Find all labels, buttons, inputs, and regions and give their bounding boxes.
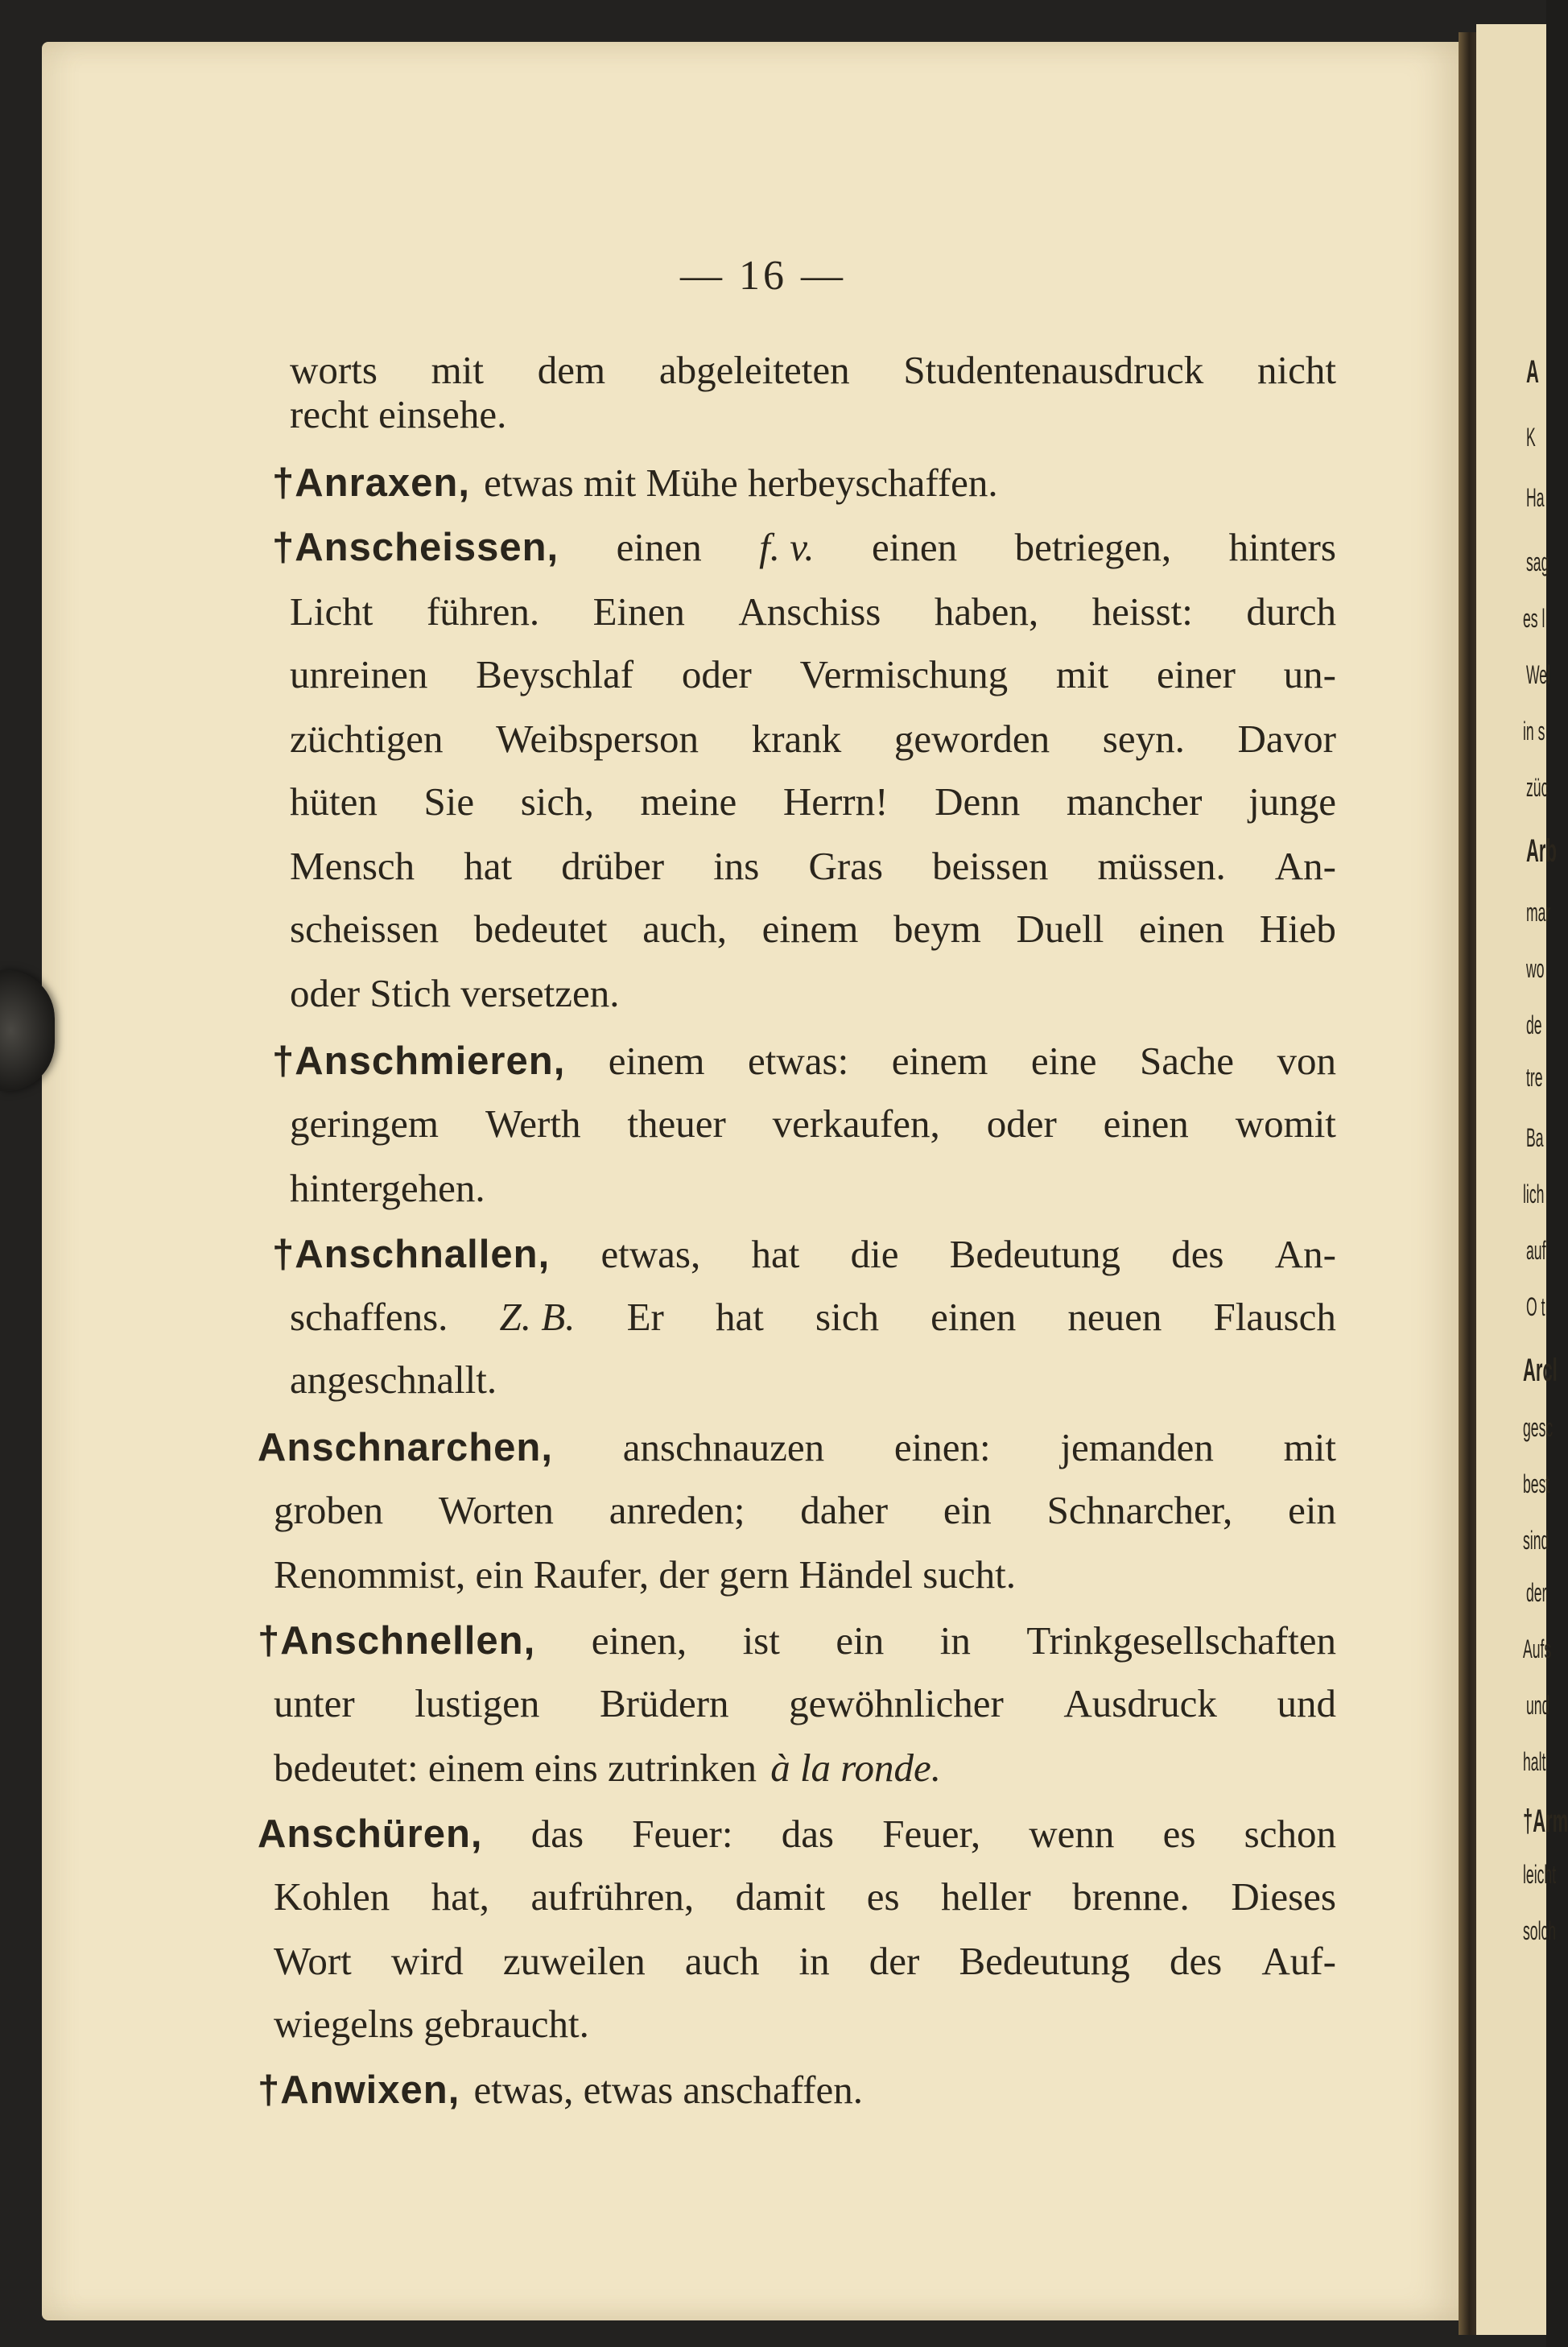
word: haben,: [934, 589, 1039, 634]
word: hat: [751, 1232, 800, 1276]
word: der: [869, 1939, 920, 1983]
word: daher: [800, 1488, 889, 1532]
adjacent-page-fragment: Wel: [1526, 660, 1550, 689]
word: des: [1171, 1232, 1224, 1276]
word: züchtigen: [290, 717, 444, 761]
word: mit: [1055, 652, 1109, 696]
word: oder: [986, 1101, 1057, 1146]
word: ein: [1288, 1488, 1336, 1532]
adjacent-page-fragment: lich: [1523, 1180, 1545, 1209]
text-segment: bedeutet: einem eins zutrinken: [274, 1746, 757, 1790]
word: brenne.: [1072, 1874, 1190, 1919]
word: schon: [1244, 1812, 1336, 1856]
word: müssen.: [1097, 844, 1226, 888]
text-line: [290, 1356, 1336, 1404]
word: etwas,: [600, 1232, 701, 1276]
adjacent-page-fragment: mar: [1526, 898, 1551, 927]
word: einen: [872, 525, 958, 569]
word: Licht: [290, 589, 373, 634]
word: Worten: [438, 1488, 554, 1532]
word: ins: [713, 844, 760, 888]
adjacent-page-fragment: solch: [1523, 1916, 1557, 1945]
word: Hieb: [1259, 907, 1336, 951]
word: Schnarcher,: [1046, 1488, 1233, 1532]
adjacent-page-fragment: halt: [1523, 1747, 1546, 1776]
word: Herrn!: [782, 779, 889, 824]
headword: †Anschmieren,: [272, 1039, 566, 1083]
word: Gras: [808, 844, 883, 888]
adjacent-page-fragment: und: [1526, 1691, 1550, 1720]
word: unreinen: [290, 652, 428, 696]
word: Vermischung: [799, 652, 1009, 696]
italic-text: à la ronde.: [770, 1746, 942, 1790]
word: An-: [1274, 1232, 1336, 1276]
text-line: [272, 1037, 1336, 1085]
adjacent-page-fragment: Aufs: [1523, 1634, 1552, 1663]
word: das: [530, 1812, 584, 1856]
adjacent-page-fragment: Ha: [1526, 483, 1545, 512]
word: einen,: [591, 1618, 687, 1663]
word: einen: [930, 1295, 1017, 1339]
word: sich: [815, 1295, 879, 1339]
adjacent-page-fragment: sind: [1523, 1526, 1549, 1555]
word: zuweilen: [502, 1939, 646, 1983]
text-line: [258, 1810, 1336, 1858]
word: eine: [1030, 1039, 1097, 1083]
word: hat,: [431, 1874, 489, 1919]
adjacent-page-fragment: Ba: [1526, 1123, 1544, 1152]
adjacent-page-fragment: sag: [1526, 547, 1549, 576]
text-line: [272, 459, 1336, 507]
text-line: [290, 842, 1336, 890]
adjacent-page-fragment: leicht: [1523, 1860, 1557, 1889]
adjacent-page-fragment: K: [1526, 423, 1536, 452]
text-line: [290, 651, 1336, 699]
word: Feuer,: [882, 1812, 981, 1856]
word: Bedeutung: [949, 1232, 1120, 1276]
word: und: [1277, 1681, 1336, 1725]
adjacent-page-fragment: es l: [1523, 604, 1545, 633]
word: einen: [1138, 907, 1225, 951]
text-line: [258, 2066, 1336, 2114]
word: hat: [464, 844, 513, 888]
word: groben: [274, 1488, 384, 1532]
text-line: [274, 1744, 1336, 1792]
word: in: [798, 1939, 830, 1983]
text-line: [274, 1486, 1336, 1535]
text-line: [272, 1230, 1336, 1279]
word: Flausch: [1213, 1295, 1336, 1339]
text-line: [290, 588, 1336, 636]
word: einen:: [893, 1425, 991, 1469]
word: scheissen: [290, 907, 439, 951]
headword: Anschüren,: [258, 1812, 483, 1856]
word: Brüdern: [599, 1681, 729, 1725]
word: krank: [751, 717, 842, 761]
book-spine: [1459, 32, 1476, 2335]
word: schaffens.: [290, 1295, 448, 1339]
word: Werth: [485, 1101, 581, 1146]
headword: †Anschnallen,: [272, 1233, 551, 1276]
word: einen: [1103, 1101, 1189, 1146]
word: seyn.: [1102, 717, 1185, 761]
word: anreden;: [609, 1488, 745, 1532]
italic-text: f. v.: [759, 525, 815, 569]
word: Duell: [1016, 907, 1104, 951]
word: Kohlen: [274, 1874, 390, 1919]
word: anschnauzen: [622, 1425, 825, 1469]
word: Einen: [592, 589, 685, 634]
word: Feuer:: [632, 1812, 733, 1856]
word: aufrühren,: [530, 1874, 695, 1919]
word: lustigen: [415, 1681, 540, 1725]
word: beissen: [932, 844, 1049, 888]
adjacent-page-fragment: Arb: [1526, 833, 1557, 869]
word: es: [866, 1874, 900, 1919]
word: bedeutet: [473, 907, 608, 951]
adjacent-page: [1476, 24, 1568, 2335]
word: womit: [1235, 1101, 1336, 1146]
adjacent-page-fragment: tre: [1526, 1063, 1543, 1092]
word: einem: [608, 1039, 705, 1083]
adjacent-page-fragment: de: [1526, 1010, 1542, 1039]
word: dem: [537, 348, 606, 392]
word: hüten: [290, 779, 378, 824]
adjacent-page-fragment: †Arm: [1523, 1804, 1568, 1839]
text-line: [290, 1100, 1336, 1148]
word: von: [1277, 1039, 1336, 1083]
word: sich,: [520, 779, 594, 824]
text-segment: hintergehen.: [290, 1166, 485, 1210]
text-segment: recht einsehe.: [290, 392, 507, 436]
word: mit: [431, 348, 484, 392]
word: Denn: [935, 779, 1021, 824]
text-line: [272, 523, 1336, 572]
adjacent-page-fragment: O t: [1526, 1292, 1545, 1321]
adjacent-page-fragment: züc: [1526, 773, 1549, 802]
headword: †Anwixen,: [258, 2068, 460, 2112]
word: mancher: [1066, 779, 1203, 824]
word: betriegen,: [1014, 525, 1172, 569]
word: auch,: [642, 907, 728, 951]
text-line: [274, 2000, 1336, 2048]
text-line: [274, 1873, 1336, 1921]
word: etwas:: [748, 1039, 849, 1083]
headword: †Anscheissen,: [272, 526, 559, 569]
adjacent-page-fragment: der: [1526, 1578, 1547, 1607]
adjacent-page-fragment: wo: [1526, 954, 1545, 983]
word: Beyschlaf: [476, 652, 634, 696]
word: nicht: [1257, 348, 1336, 392]
word: Auf-: [1261, 1939, 1336, 1983]
word: einer: [1156, 652, 1236, 696]
word: wird: [390, 1939, 464, 1983]
word: heller: [941, 1874, 1031, 1919]
word: geringem: [290, 1101, 439, 1146]
word: auch: [684, 1939, 760, 1983]
word: einen: [616, 525, 702, 569]
headword: Anschnarchen,: [258, 1426, 553, 1469]
word: Sie: [423, 779, 475, 824]
word: ist: [742, 1618, 780, 1663]
text-segment: angeschnallt.: [290, 1357, 497, 1402]
word: einem: [761, 907, 859, 951]
word: Ausdruck: [1063, 1681, 1217, 1725]
word: die: [850, 1232, 899, 1276]
word: damit: [735, 1874, 826, 1919]
text-segment: etwas mit Mühe herbeyschaffen.: [484, 461, 998, 505]
word: mit: [1283, 1425, 1336, 1469]
word: heisst:: [1091, 589, 1193, 634]
italic-text: Z. B.: [499, 1295, 576, 1339]
text-line: [290, 390, 1336, 439]
word: Sache: [1140, 1039, 1235, 1083]
adjacent-page-fragment: best: [1523, 1469, 1550, 1498]
word: des: [1169, 1939, 1223, 1983]
word: Trinkgesellschaften: [1026, 1618, 1336, 1663]
word: geworden: [893, 717, 1050, 761]
word: einem: [891, 1039, 988, 1083]
text-segment: oder Stich versetzen.: [290, 971, 620, 1015]
word: abgeleiteten: [658, 348, 850, 392]
word: Anschiss: [738, 589, 881, 634]
word: drüber: [561, 844, 665, 888]
word: Er: [626, 1295, 664, 1339]
word: gewöhnlicher: [789, 1681, 1004, 1725]
text-line: [290, 778, 1336, 826]
word: jemanden: [1060, 1425, 1214, 1469]
word: Davor: [1237, 717, 1336, 761]
word: worts: [290, 348, 378, 392]
text-line: [290, 1164, 1336, 1213]
text-line: [290, 715, 1336, 763]
word: es: [1162, 1812, 1196, 1856]
word: Wort: [274, 1939, 352, 1983]
text-line: [290, 905, 1336, 953]
word: theuer: [627, 1101, 726, 1146]
word: Weibsperson: [496, 717, 699, 761]
word: Bedeutung: [959, 1939, 1130, 1983]
word: beym: [893, 907, 981, 951]
word: Mensch: [290, 844, 415, 888]
headword: †Anschnellen,: [258, 1619, 536, 1663]
adjacent-page-fragment: Arcl: [1523, 1353, 1558, 1388]
word: An-: [1274, 844, 1336, 888]
text-segment: etwas, etwas anschaffen.: [473, 2068, 863, 2112]
word: das: [781, 1812, 835, 1856]
adjacent-page-fragment: A: [1526, 354, 1539, 390]
word: unter: [274, 1681, 355, 1725]
text-segment: wiegelns gebraucht.: [274, 2002, 589, 2046]
text-line: [274, 1551, 1336, 1599]
text-line: [258, 1423, 1336, 1472]
word: junge: [1248, 779, 1336, 824]
text-line: [274, 1937, 1336, 1985]
headword: †Anraxen,: [272, 461, 470, 505]
text-line: [258, 1617, 1336, 1665]
word: verkaufen,: [772, 1101, 940, 1146]
word: Studentenausdruck: [903, 348, 1204, 392]
word: durch: [1246, 589, 1336, 634]
adjacent-page-fragment: auf: [1526, 1236, 1546, 1265]
word: hinters: [1228, 525, 1336, 569]
text-segment: Renommist, ein Raufer, der gern Händel sucht.: [274, 1552, 1016, 1597]
text-line: [290, 969, 1336, 1018]
word: un-: [1283, 652, 1336, 696]
word: neuen: [1067, 1295, 1162, 1339]
word: ein: [836, 1618, 885, 1663]
word: hat: [716, 1295, 764, 1339]
adjacent-page-fragment: in s: [1523, 717, 1545, 746]
word: führen.: [426, 589, 540, 634]
word: ein: [943, 1488, 992, 1532]
word: wenn: [1029, 1812, 1115, 1856]
page-number: — 16 —: [680, 253, 846, 299]
text-line: [274, 1680, 1336, 1728]
word: meine: [640, 779, 737, 824]
text-line: [290, 1293, 1336, 1341]
adjacent-page-fragment: gesc: [1523, 1413, 1554, 1442]
text-line: [290, 346, 1336, 395]
word: in: [939, 1618, 971, 1663]
word: oder: [681, 652, 752, 696]
word: Dieses: [1231, 1874, 1336, 1919]
